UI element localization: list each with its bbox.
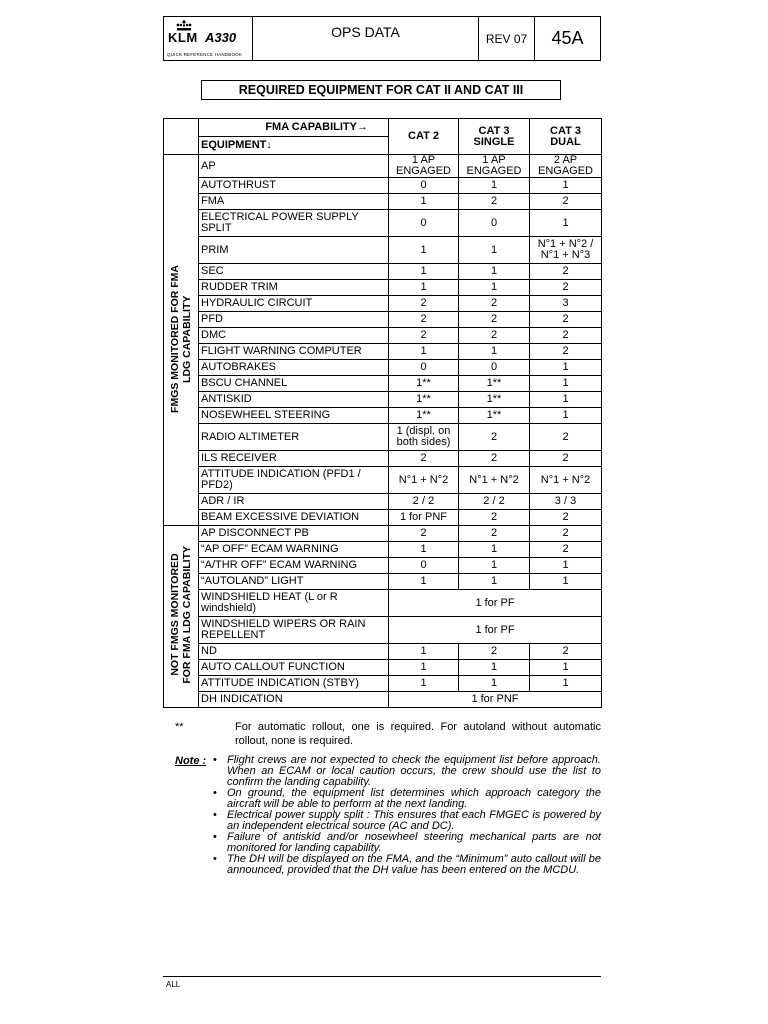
cat3-dual-value: 2 AP ENGAGED <box>530 155 602 178</box>
table-row <box>164 510 602 526</box>
cat3-single-value: 1 AP ENGAGED <box>459 155 530 178</box>
table-row <box>164 264 602 280</box>
cat2-value: 1 <box>389 194 459 210</box>
cat3-dual-value: 2 <box>530 280 602 296</box>
merged-requirement-cell: 1 for PF <box>389 590 602 617</box>
equipment-header: EQUIPMENT↓ <box>199 137 389 155</box>
cat3-single-value: 0 <box>459 360 530 376</box>
table-row <box>164 392 602 408</box>
note-label: Note : <box>175 755 207 767</box>
note-item <box>213 832 601 854</box>
table-row <box>164 360 602 376</box>
footer-applicability: ALL <box>166 980 181 989</box>
notes-list <box>213 755 601 876</box>
cat3-dual-value: 1 <box>530 392 602 408</box>
cat2-value: 1 <box>389 676 459 692</box>
equipment-name: “A/THR OFF” ECAM WARNING <box>199 558 389 574</box>
cat3-dual-value: 1 <box>530 558 602 574</box>
cat3-single-value: 1 <box>459 542 530 558</box>
table-row <box>164 312 602 328</box>
cat2-value: 2 <box>389 451 459 467</box>
cat3-single-value: 2 <box>459 424 530 451</box>
not-fmgs-monitored-group <box>164 526 199 708</box>
fma-capability-header: FMA CAPABILITY→ <box>199 119 389 137</box>
section-title: OPS DATA <box>253 17 479 60</box>
table-row <box>164 376 602 392</box>
cat2-value: N°1 + N°2 <box>389 467 459 494</box>
cat3-single-value: 1 <box>459 344 530 360</box>
table-row <box>164 424 602 451</box>
table-row <box>164 692 602 708</box>
equipment-name: WINDSHIELD HEAT (L or R windshield) <box>199 590 389 617</box>
table-row <box>164 280 602 296</box>
equipment-name: DMC <box>199 328 389 344</box>
footnote-text: For automatic rollout, one is required. For autoland without automatic rollout, none is required. <box>235 721 601 747</box>
cat3-single-value: 2 <box>459 296 530 312</box>
cat3-dual-value: 2 <box>530 451 602 467</box>
cat3-dual-value: 1 <box>530 210 602 237</box>
cat2-value: 1** <box>389 408 459 424</box>
equipment-name: FLIGHT WARNING COMPUTER <box>199 344 389 360</box>
table-row <box>164 194 602 210</box>
table-row <box>164 574 602 590</box>
table-row <box>164 344 602 360</box>
cat3-dual-value: 1 <box>530 376 602 392</box>
note-text: Flight crews are not expected to check the equipment list before approach. When an ECAM or local caution occurs, the crew should use the list to confirm the landing capability. <box>227 754 601 788</box>
cat2-value: 1** <box>389 376 459 392</box>
cat2-value: 1 <box>389 264 459 280</box>
cat2-value: 1 (displ. on both sides) <box>389 424 459 451</box>
cat3-dual-value: 2 <box>530 644 602 660</box>
aircraft-model: A330 <box>205 30 237 45</box>
equipment-name: AP DISCONNECT PB <box>199 526 389 542</box>
bullet-icon: • <box>213 809 217 821</box>
cat3-dual-value: 1 <box>530 178 602 194</box>
equipment-name: FMA <box>199 194 389 210</box>
cat3-dual-value: 2 <box>530 542 602 558</box>
equipment-name: ATTITUDE INDICATION (STBY) <box>199 676 389 692</box>
page-number: 45A <box>551 28 584 48</box>
cat3-dual-value: 2 <box>530 526 602 542</box>
cat2-value: 0 <box>389 360 459 376</box>
footnote-mark: ** <box>175 721 184 733</box>
cat3-dual-value: 2 <box>530 424 602 451</box>
note-text: Failure of antiskid and/or nosewheel steering mechanical parts are not monitored for landing capability. <box>227 831 601 854</box>
cat3-single-value: 1** <box>459 408 530 424</box>
cat3-dual-value: 2 <box>530 510 602 526</box>
header-corner-cell <box>164 119 199 155</box>
note-text: On ground, the equipment list determines which approach category the aircraft will be able to perform at the next landing. <box>227 787 601 810</box>
equipment-name: AUTO CALLOUT FUNCTION <box>199 660 389 676</box>
table-row <box>164 155 602 178</box>
equipment-name: SEC <box>199 264 389 280</box>
brand-name: KLM <box>168 30 198 45</box>
col-cat2-header: CAT 2 <box>389 119 459 155</box>
note-item <box>213 810 601 832</box>
cat2-value: 2 / 2 <box>389 494 459 510</box>
equipment-name: RADIO ALTIMETER <box>199 424 389 451</box>
cat2-value: 2 <box>389 312 459 328</box>
cat3-dual-value: N°1 + N°2 <box>530 467 602 494</box>
cat3-dual-value: 1 <box>530 360 602 376</box>
cat3-dual-value: 2 <box>530 194 602 210</box>
cat3-single-value: 1 <box>459 558 530 574</box>
equipment-name: ILS RECEIVER <box>199 451 389 467</box>
table-row <box>164 590 602 617</box>
equipment-name: RUDDER TRIM <box>199 280 389 296</box>
equipment-name: “AUTOLAND” LIGHT <box>199 574 389 590</box>
cat3-single-value: 2 <box>459 526 530 542</box>
cat2-value: 2 <box>389 296 459 312</box>
cat3-single-value: 2 <box>459 328 530 344</box>
cat2-value: 0 <box>389 178 459 194</box>
cat2-value: 0 <box>389 558 459 574</box>
table-row <box>164 676 602 692</box>
table-row <box>164 526 602 542</box>
equipment-name: ATTITUDE INDICATION (PFD1 / PFD2) <box>199 467 389 494</box>
cat2-value: 2 <box>389 526 459 542</box>
table-row <box>164 558 602 574</box>
cat2-value: 1 AP ENGAGED <box>389 155 459 178</box>
fmgs-monitored-group-label: FMGS MONITORED FOR FMA LDG CAPABILITY <box>169 264 193 413</box>
cat2-value: 1 <box>389 644 459 660</box>
cat3-single-value: 1** <box>459 392 530 408</box>
table-row <box>164 178 602 194</box>
equipment-name: BEAM EXCESSIVE DEVIATION <box>199 510 389 526</box>
equipment-table <box>163 118 602 708</box>
cat3-single-value: 0 <box>459 210 530 237</box>
not-fmgs-monitored-group-label: NOT FMGS MONITORED FOR FMA LDG CAPABILITY <box>169 546 193 684</box>
equipment-name: PRIM <box>199 237 389 264</box>
equipment-name: AUTOBRAKES <box>199 360 389 376</box>
cat2-value: 2 <box>389 328 459 344</box>
bullet-icon: • <box>213 787 217 799</box>
cat3-single-value: 1 <box>459 676 530 692</box>
merged-requirement-cell: 1 for PF <box>389 617 602 644</box>
table-row <box>164 408 602 424</box>
cat2-value: 1 <box>389 660 459 676</box>
page-title: REQUIRED EQUIPMENT FOR CAT II AND CAT III <box>201 80 561 100</box>
equipment-name: ADR / IR <box>199 494 389 510</box>
cat3-single-value: 1 <box>459 178 530 194</box>
table-row <box>164 542 602 558</box>
cat3-single-value: 1 <box>459 237 530 264</box>
cat3-dual-value: 1 <box>530 408 602 424</box>
cat3-dual-value: 2 <box>530 344 602 360</box>
cat3-single-value: 1 <box>459 264 530 280</box>
equipment-name: ELECTRICAL POWER SUPPLY SPLIT <box>199 210 389 237</box>
equipment-name: HYDRAULIC CIRCUIT <box>199 296 389 312</box>
revision-label: REV 07 <box>479 17 535 60</box>
cat3-dual-value: 1 <box>530 660 602 676</box>
cat3-single-value: 2 / 2 <box>459 494 530 510</box>
bullet-icon: • <box>213 754 217 766</box>
cat3-dual-value: 2 <box>530 312 602 328</box>
cat3-dual-value: 2 <box>530 264 602 280</box>
cat2-value: 1 <box>389 574 459 590</box>
note-item <box>213 788 601 810</box>
cat3-single-value: 2 <box>459 194 530 210</box>
equipment-name: NOSEWHEEL STEERING <box>199 408 389 424</box>
cat3-single-value: N°1 + N°2 <box>459 467 530 494</box>
table-row <box>164 617 602 644</box>
table-row <box>164 328 602 344</box>
note-item <box>213 755 601 788</box>
fmgs-monitored-group <box>164 155 199 526</box>
cat2-value: 1 <box>389 344 459 360</box>
cat3-single-value: 2 <box>459 312 530 328</box>
equipment-name: ANTISKID <box>199 392 389 408</box>
note-item <box>213 854 601 876</box>
table-row <box>164 660 602 676</box>
table-row <box>164 296 602 312</box>
handbook-subtitle: QUICK REFERENCE HANDBOOK <box>167 52 243 57</box>
note-text: The DH will be displayed on the FMA, and the “Minimum” auto callout will be announced, provided that the DH value has been entered on the MCDU. <box>227 853 601 876</box>
cat3-single-value: 2 <box>459 451 530 467</box>
cat3-dual-value: 1 <box>530 574 602 590</box>
cat3-single-value: 1** <box>459 376 530 392</box>
table-row <box>164 467 602 494</box>
cat3-single-value: 1 <box>459 660 530 676</box>
equipment-name: ND <box>199 644 389 660</box>
table-row <box>164 451 602 467</box>
equipment-name: PFD <box>199 312 389 328</box>
cat2-value: 1 <box>389 542 459 558</box>
cat3-dual-value: N°1 + N°2 / N°1 + N°3 <box>530 237 602 264</box>
equipment-name: “AP OFF” ECAM WARNING <box>199 542 389 558</box>
cat2-value: 1** <box>389 392 459 408</box>
equipment-name: WINDSHIELD WIPERS OR RAIN REPELLENT <box>199 617 389 644</box>
footer-divider <box>163 976 601 977</box>
table-row <box>164 494 602 510</box>
bullet-icon: • <box>213 831 217 843</box>
merged-requirement-cell: 1 for PNF <box>389 692 602 708</box>
cat2-value: 1 for PNF <box>389 510 459 526</box>
cat3-single-value: 1 <box>459 574 530 590</box>
cat2-value: 1 <box>389 237 459 264</box>
cat3-dual-value: 3 <box>530 296 602 312</box>
col-cat3-dual-header: CAT 3 DUAL <box>530 119 602 155</box>
cat3-single-value: 2 <box>459 510 530 526</box>
table-row <box>164 237 602 264</box>
table-row <box>164 210 602 237</box>
klm-logo <box>164 17 253 60</box>
equipment-name: AUTOTHRUST <box>199 178 389 194</box>
cat2-value: 0 <box>389 210 459 237</box>
cat3-dual-value: 3 / 3 <box>530 494 602 510</box>
page-header <box>163 16 601 61</box>
cat3-dual-value: 2 <box>530 328 602 344</box>
table-header-row <box>164 119 602 137</box>
cat3-single-value: 1 <box>459 280 530 296</box>
col-cat3-single-header: CAT 3 SINGLE <box>459 119 530 155</box>
equipment-name: BSCU CHANNEL <box>199 376 389 392</box>
bullet-icon: • <box>213 853 217 865</box>
cat2-value: 1 <box>389 280 459 296</box>
note-text: Electrical power supply split : This ensures that each FMGEC is powered by an independent electrical source (AC and DC). <box>227 809 601 832</box>
table-row <box>164 644 602 660</box>
cat3-single-value: 2 <box>459 644 530 660</box>
equipment-name: DH INDICATION <box>199 692 389 708</box>
cat3-dual-value: 1 <box>530 676 602 692</box>
equipment-name: AP <box>199 155 389 178</box>
